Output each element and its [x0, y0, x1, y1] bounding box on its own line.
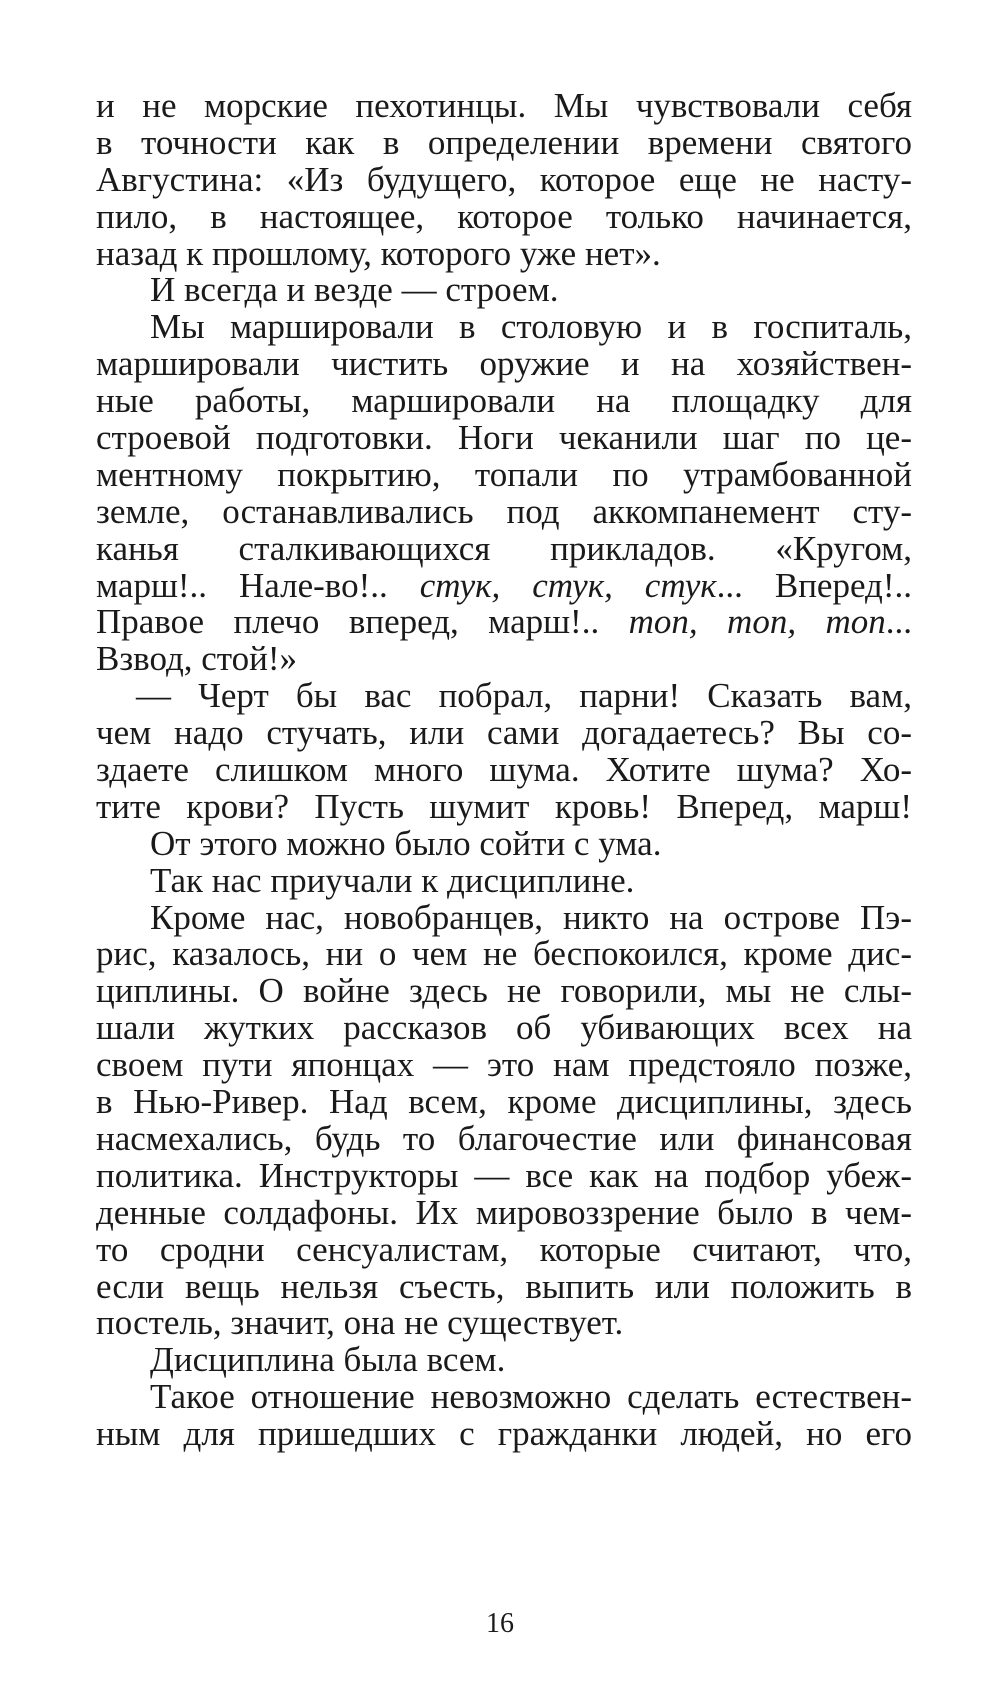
- text-line: если вещь нельзя съесть, выпить или положить в: [96, 1266, 912, 1306]
- text-line: Взвод, стой!»: [96, 639, 298, 679]
- text-line: назад к прошлому, которого уже нет».: [96, 233, 661, 273]
- text-line: строевой подготовки. Ноги чеканили шаг по це-: [96, 418, 912, 458]
- text-run: ... Вперед!..: [716, 565, 912, 605]
- paragraph-first-line: Кроме нас, новобранцев, никто на острове Пэ-: [150, 897, 912, 937]
- text-line: в Нью-Ривер. Над всем, кроме дисциплины, здесь: [96, 1082, 912, 1122]
- text-line: Августина: «Из будущего, которое еще не насту-: [96, 159, 912, 199]
- text-line: постель, значит, она не существует.: [96, 1303, 624, 1343]
- text-line: [96, 604, 912, 641]
- text-line: и не морские пехотинцы. Мы чувствовали себя: [96, 86, 912, 125]
- text-line: пило, в настоящее, которое только начинается,: [96, 196, 912, 236]
- text-line: в точности как в определении времени святого: [96, 122, 912, 162]
- text-line: циплины. О войне здесь не говорили, мы не слы-: [96, 971, 912, 1011]
- page-number: 16: [486, 1608, 514, 1639]
- dialogue-line: — Черт бы вас побрал, парни! Сказать вам,: [136, 676, 912, 716]
- text-line: маршировали чистить оружие и на хозяйствен-: [96, 344, 912, 384]
- text-line: чем надо стучать, или сами догадаетесь? Вы со-: [96, 713, 912, 753]
- paragraph-first-line: Дисциплина была всем.: [150, 1340, 506, 1380]
- text-run: марш!.. Нале-во!..: [96, 565, 420, 605]
- text-run: Правое плечо вперед, марш!..: [96, 602, 629, 642]
- text-line: ные работы, маршировали на площадку для: [96, 381, 912, 421]
- text-line: [96, 565, 912, 605]
- text-line: рис, казалось, ни о чем не беспокоился, кроме дис-: [96, 934, 912, 974]
- text-line: денные солдафоны. Их мировоззрение было в чем-: [96, 1192, 912, 1232]
- italic-sound-effect: топ, топ, топ: [628, 602, 886, 642]
- text-line: ментному покрытию, топали по утрамбованной: [96, 454, 912, 494]
- text-line: то сродни сенсуалистам, которые считают, что,: [96, 1229, 912, 1269]
- text-line: канья сталкивающихся прикладов. «Кругом,: [96, 528, 912, 568]
- paragraph-first-line: Такое отношение невозможно сделать естествен-: [150, 1377, 912, 1417]
- paragraph-first-line: От этого можно было сойти с ума.: [150, 823, 662, 863]
- text-run: ...: [885, 602, 912, 642]
- page-body-text: [96, 88, 912, 1453]
- text-line: здаете слишком много шума. Хотите шума? Хо-: [96, 750, 912, 790]
- paragraph-first-line: Так нас приучали к дисциплине.: [150, 860, 635, 900]
- paragraph-first-line: Мы маршировали в столовую и в госпиталь,: [150, 307, 912, 347]
- text-line: насмехались, будь то благочестие или финансовая: [96, 1118, 912, 1158]
- text-line: земле, останавливались под аккомпанемент сту-: [96, 491, 912, 531]
- text-line: шали жутких рассказов об убивающих всех на: [96, 1008, 912, 1048]
- text-line: политика. Инструкторы — все как на подбор убеж-: [96, 1155, 912, 1195]
- text-line: ным для пришедших с гражданки людей, но его: [96, 1414, 912, 1454]
- italic-sound-effect: стук, стук, стук: [419, 565, 717, 605]
- text-line: тите крови? Пусть шумит кровь! Вперед, марш!: [96, 786, 912, 826]
- text-line: своем пути японцах — это нам предстояло позже,: [96, 1045, 912, 1085]
- paragraph-first-line: И всегда и везде — строем.: [150, 270, 559, 310]
